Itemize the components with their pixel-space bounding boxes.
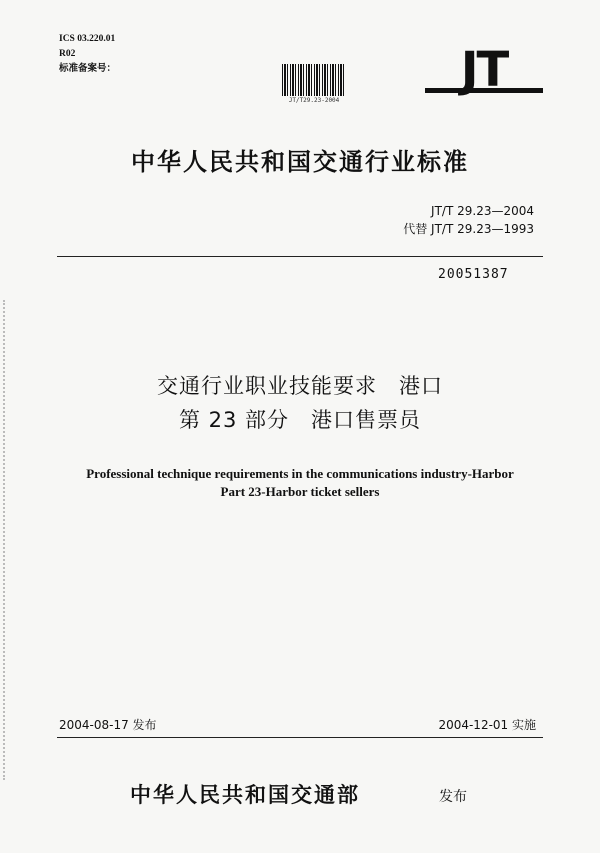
title-en-line1: Professional technique requirements in the communications industry-Harbor	[86, 466, 514, 481]
barcode-caption: JT/T29.23-2004	[288, 97, 340, 104]
top-rule	[57, 256, 543, 257]
standard-number: JT/T 29.23—2004	[431, 204, 534, 218]
stamp-number: 20051387	[438, 267, 509, 282]
replaces-standard: 代替 JT/T 29.23—1993	[403, 222, 534, 236]
implement-date: 2004-12-01 实施	[438, 718, 536, 732]
issuer-name: 中华人民共和国交通部	[130, 783, 360, 807]
title-cn-line2: 第 23 部分 港口售票员	[178, 408, 422, 432]
title-cn-line1: 交通行业职业技能要求 港口	[157, 374, 443, 398]
record-number-label: 标准备案号：	[59, 64, 117, 74]
barcode	[282, 64, 346, 106]
class-code: R02	[59, 49, 76, 59]
ics-code: ICS 03.220.01	[59, 34, 116, 44]
publish-date: 2004-08-17 发布	[59, 718, 157, 732]
title-en-line2: Part 23-Harbor ticket sellers	[220, 484, 380, 499]
org-title: 中华人民共和国交通行业标准	[131, 148, 469, 176]
barcode-bars	[282, 64, 346, 96]
bottom-rule	[57, 737, 543, 738]
jt-logo	[425, 44, 543, 106]
issue-action: 发布	[439, 789, 467, 805]
logo-text: JT	[460, 44, 508, 98]
